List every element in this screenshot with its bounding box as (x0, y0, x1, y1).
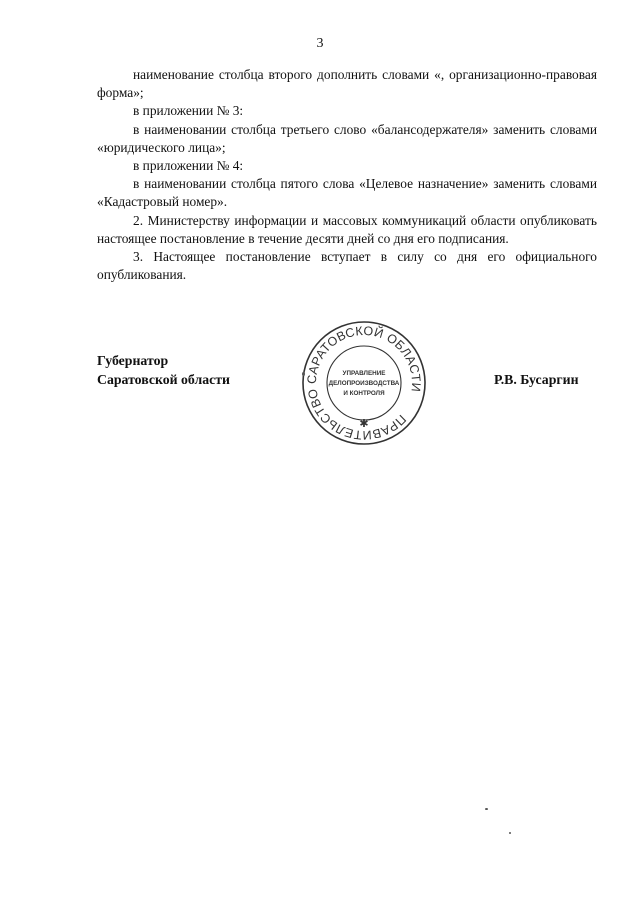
page-number: 3 (316, 36, 324, 51)
signatory-position (97, 351, 230, 389)
document-body (97, 66, 597, 284)
scan-speck (509, 832, 511, 834)
scan-speck (302, 372, 305, 376)
paragraph-amend-column-three: в наименовании столбца третьего слово «балансодержателя» заменить словами «юридического лица»; (97, 121, 597, 155)
paragraph-effective-date: 3. Настоящее постановление вступает в силу со дня его официального опубликования. (97, 249, 597, 283)
seal-star-icon: ✱ (359, 418, 369, 430)
paragraph-appendix-4: в приложении № 4: (133, 158, 244, 174)
scan-speck (485, 808, 488, 810)
seal-inner-line2: ДЕЛОПРОИЗВОДСТВА (328, 380, 400, 387)
seal-inner-line3: И КОНТРОЛЯ (343, 390, 385, 397)
official-seal (300, 319, 428, 447)
paragraph-publication-order: 2. Министерству информации и массовых коммуникаций области опубликовать настоящее постановление в течение десяти дней со дня его подписания. (97, 212, 597, 246)
seal-graphic (300, 319, 428, 447)
signatory-position-line2: Саратовской области (97, 372, 230, 387)
paragraph-amend-column-two: наименование столбца второго дополнить словами «, организационно-правовая форма»; (97, 67, 597, 101)
seal-ring-text: ПРАВИТЕЛЬСТВО САРАТОВСКОЙ ОБЛАСТИ (304, 323, 424, 443)
seal-inner-line1: УПРАВЛЕНИЕ (342, 370, 386, 377)
paragraph-appendix-3: в приложении № 3: (133, 103, 244, 119)
signatory-position-line1: Губернатор (97, 353, 169, 368)
signatory-name: Р.В. Бусаргин (494, 372, 579, 387)
paragraph-amend-column-five: в наименовании столбца пятого слова «Целевое назначение» заменить словами «Кадастровый номер». (97, 176, 597, 210)
